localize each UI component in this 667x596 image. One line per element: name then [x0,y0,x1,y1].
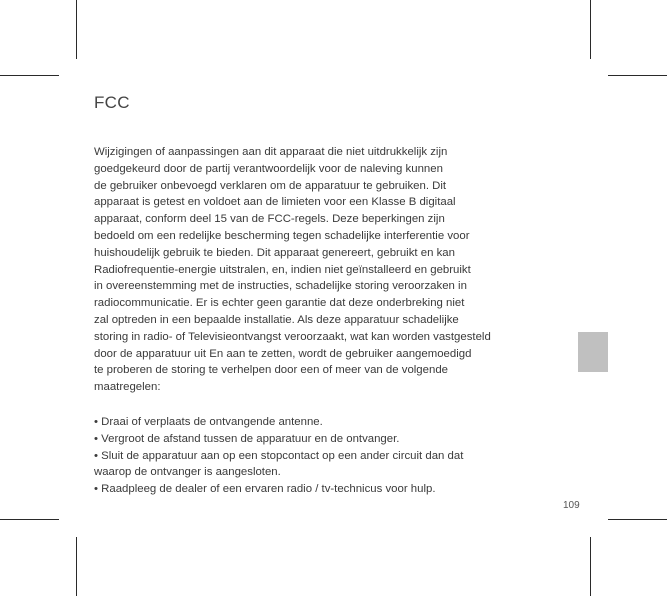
side-tab-marker [578,332,608,372]
crop-mark-bottom-right-h [608,519,667,520]
bullet-item: • Raadpleeg de dealer of een ervaren radio / tv-technicus voor hulp. [94,483,436,496]
paragraph-line: apparaat is getest en voldoet aan de limieten voor een Klasse B digitaal [94,196,456,209]
paragraph-line: bedoeld om een redelijke bescherming tegen schadelijke interferentie voor [94,229,470,242]
crop-mark-top-right [590,0,591,59]
paragraph-line: Radiofrequentie-energie uitstralen, en, indien niet geïnstalleerd en gebruikt [94,263,471,276]
crop-mark-top-left [76,0,77,59]
crop-mark-top-left-h [0,75,59,76]
crop-mark-bottom-left-h [0,519,59,520]
page-number: 109 [563,500,580,511]
crop-mark-bottom-right [590,537,591,596]
crop-mark-top-right-h [608,75,667,76]
bullet-item: • Vergroot de afstand tussen de apparatuur en de ontvanger. [94,432,400,445]
paragraph-line: zal optreden in een bepaalde installatie. Als deze apparatuur schadelijke [94,313,459,326]
page-title: FCC [94,93,130,112]
paragraph-line: apparaat, conform deel 15 van de FCC-regels. Deze beperkingen zijn [94,213,445,226]
bullet-item: • Draai of verplaats de ontvangende antenne. [94,415,323,428]
bullet-item-continuation: waarop de ontvanger is aangesloten. [94,466,281,479]
paragraph-line: maatregelen: [94,381,161,394]
fcc-statement [94,144,584,498]
paragraph-line: Wijzigingen of aanpassingen aan dit apparaat die niet uitdrukkelijk zijn [94,146,448,158]
paragraph-gap [94,396,584,414]
paragraph-line: door de apparatuur uit En aan te zetten, wordt de gebruiker aangemoedigd [94,347,472,360]
paragraph-line: de gebruiker onbevoegd verklaren om de apparatuur te gebruiken. Dit [94,179,447,192]
paragraph-line: in overeenstemming met de instructies, schadelijke storing veroorzaken in [94,280,467,293]
paragraph-line: huishoudelijk gebruik te bieden. Dit apparaat genereert, gebruikt en kan [94,246,455,259]
paragraph-line: te proberen de storing te verhelpen door een of meer van de volgende [94,364,448,377]
paragraph-line: storing in radio- of Televisieontvangst veroorzaakt, wat kan worden vastgesteld [94,330,491,343]
bullet-item: • Sluit de apparatuur aan op een stopcontact op een ander circuit dan dat [94,449,464,462]
paragraph-line: radiocommunicatie. Er is echter geen garantie dat deze onderbreking niet [94,297,465,310]
paragraph-line: goedgekeurd door de partij verantwoordelijk voor de naleving kunnen [94,162,443,175]
crop-mark-bottom-left [76,537,77,596]
